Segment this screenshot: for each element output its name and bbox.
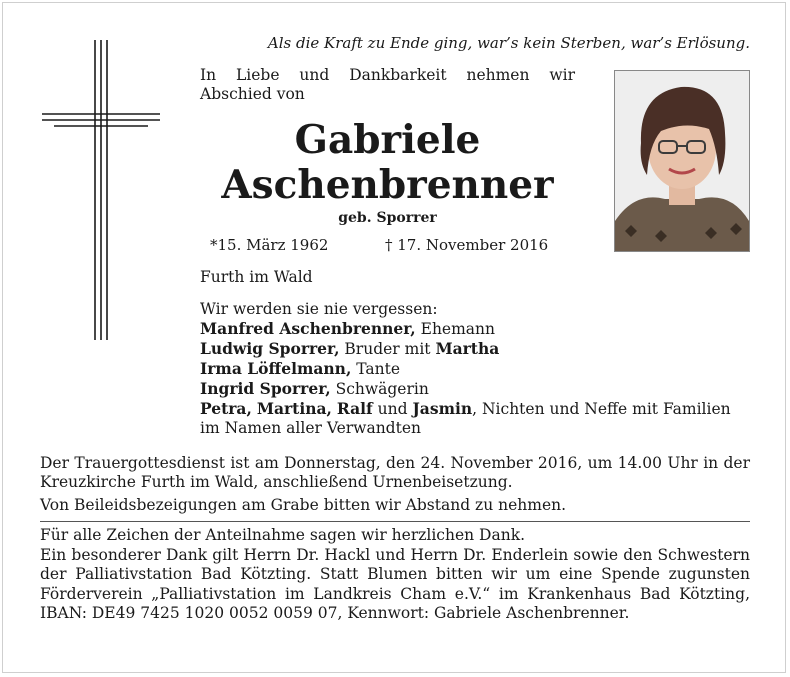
mourner: Ludwig Sporrer, Bruder mit Martha	[200, 339, 500, 358]
mourner: Ingrid Sporrer, Schwägerin	[200, 379, 429, 398]
maiden-name: geb. Sporrer	[338, 210, 437, 226]
deceased-name	[200, 118, 575, 208]
thanks-first-line: Für alle Zeichen der Anteilnahme sagen wir herzlichen Dank.	[40, 526, 526, 544]
cross-icon	[40, 38, 162, 342]
birth-date: *15. März 1962	[210, 236, 329, 254]
mourner-family: Petra, Martina, Ralf und Jasmin, Nichten und Neffe mit Familien	[200, 399, 731, 418]
place: Furth im Wald	[200, 268, 313, 286]
thanks-body: Ein besonderer Dank gilt Herrn Dr. Hackl und Herrn Dr. Enderlein sowie den Schwestern der Palliativstation Bad Kötzting. Statt Blumen bitten wir um eine Spende zugunsten Förderverein „Palliativstation im Landkreis Cham e.V.“ im Krankenhaus Bad Kötzting, IBAN: DE49 7425 1020 0052 0059 07, Kennwort: Gabriele Aschenbrenner.	[40, 545, 750, 622]
mourners-list	[200, 300, 750, 438]
thanks-block	[40, 526, 750, 624]
last-name: Aschenbrenner	[221, 162, 554, 208]
motto: Als die Kraft zu Ende ging, war’s kein Sterben, war’s Erlösung.	[267, 34, 750, 52]
mourner: Irma Löffelmann, Tante	[200, 359, 401, 378]
mourner: Manfred Aschenbrenner, Ehemann	[200, 319, 496, 338]
condolence-text: Von Beileidsbezeigungen am Grabe bitten wir Abstand zu nehmen.	[40, 496, 567, 514]
portrait-photo	[614, 70, 750, 252]
funeral-service-text: Der Trauergottesdienst ist am Donnerstag, den 24. November 2016, um 14.00 Uhr in der Kreuzkirche Furth im Wald, anschließend Urnenbeisetzung.	[40, 454, 750, 491]
intro-text: In Liebe und Dankbarkeit nehmen wir Abschied von	[200, 66, 575, 103]
divider	[40, 521, 750, 522]
death-date: † 17. November 2016	[385, 236, 549, 254]
mourners-intro: Wir werden sie nie vergessen:	[200, 300, 438, 318]
first-name: Gabriele	[294, 117, 481, 163]
relatives-line: im Namen aller Verwandten	[200, 419, 421, 437]
